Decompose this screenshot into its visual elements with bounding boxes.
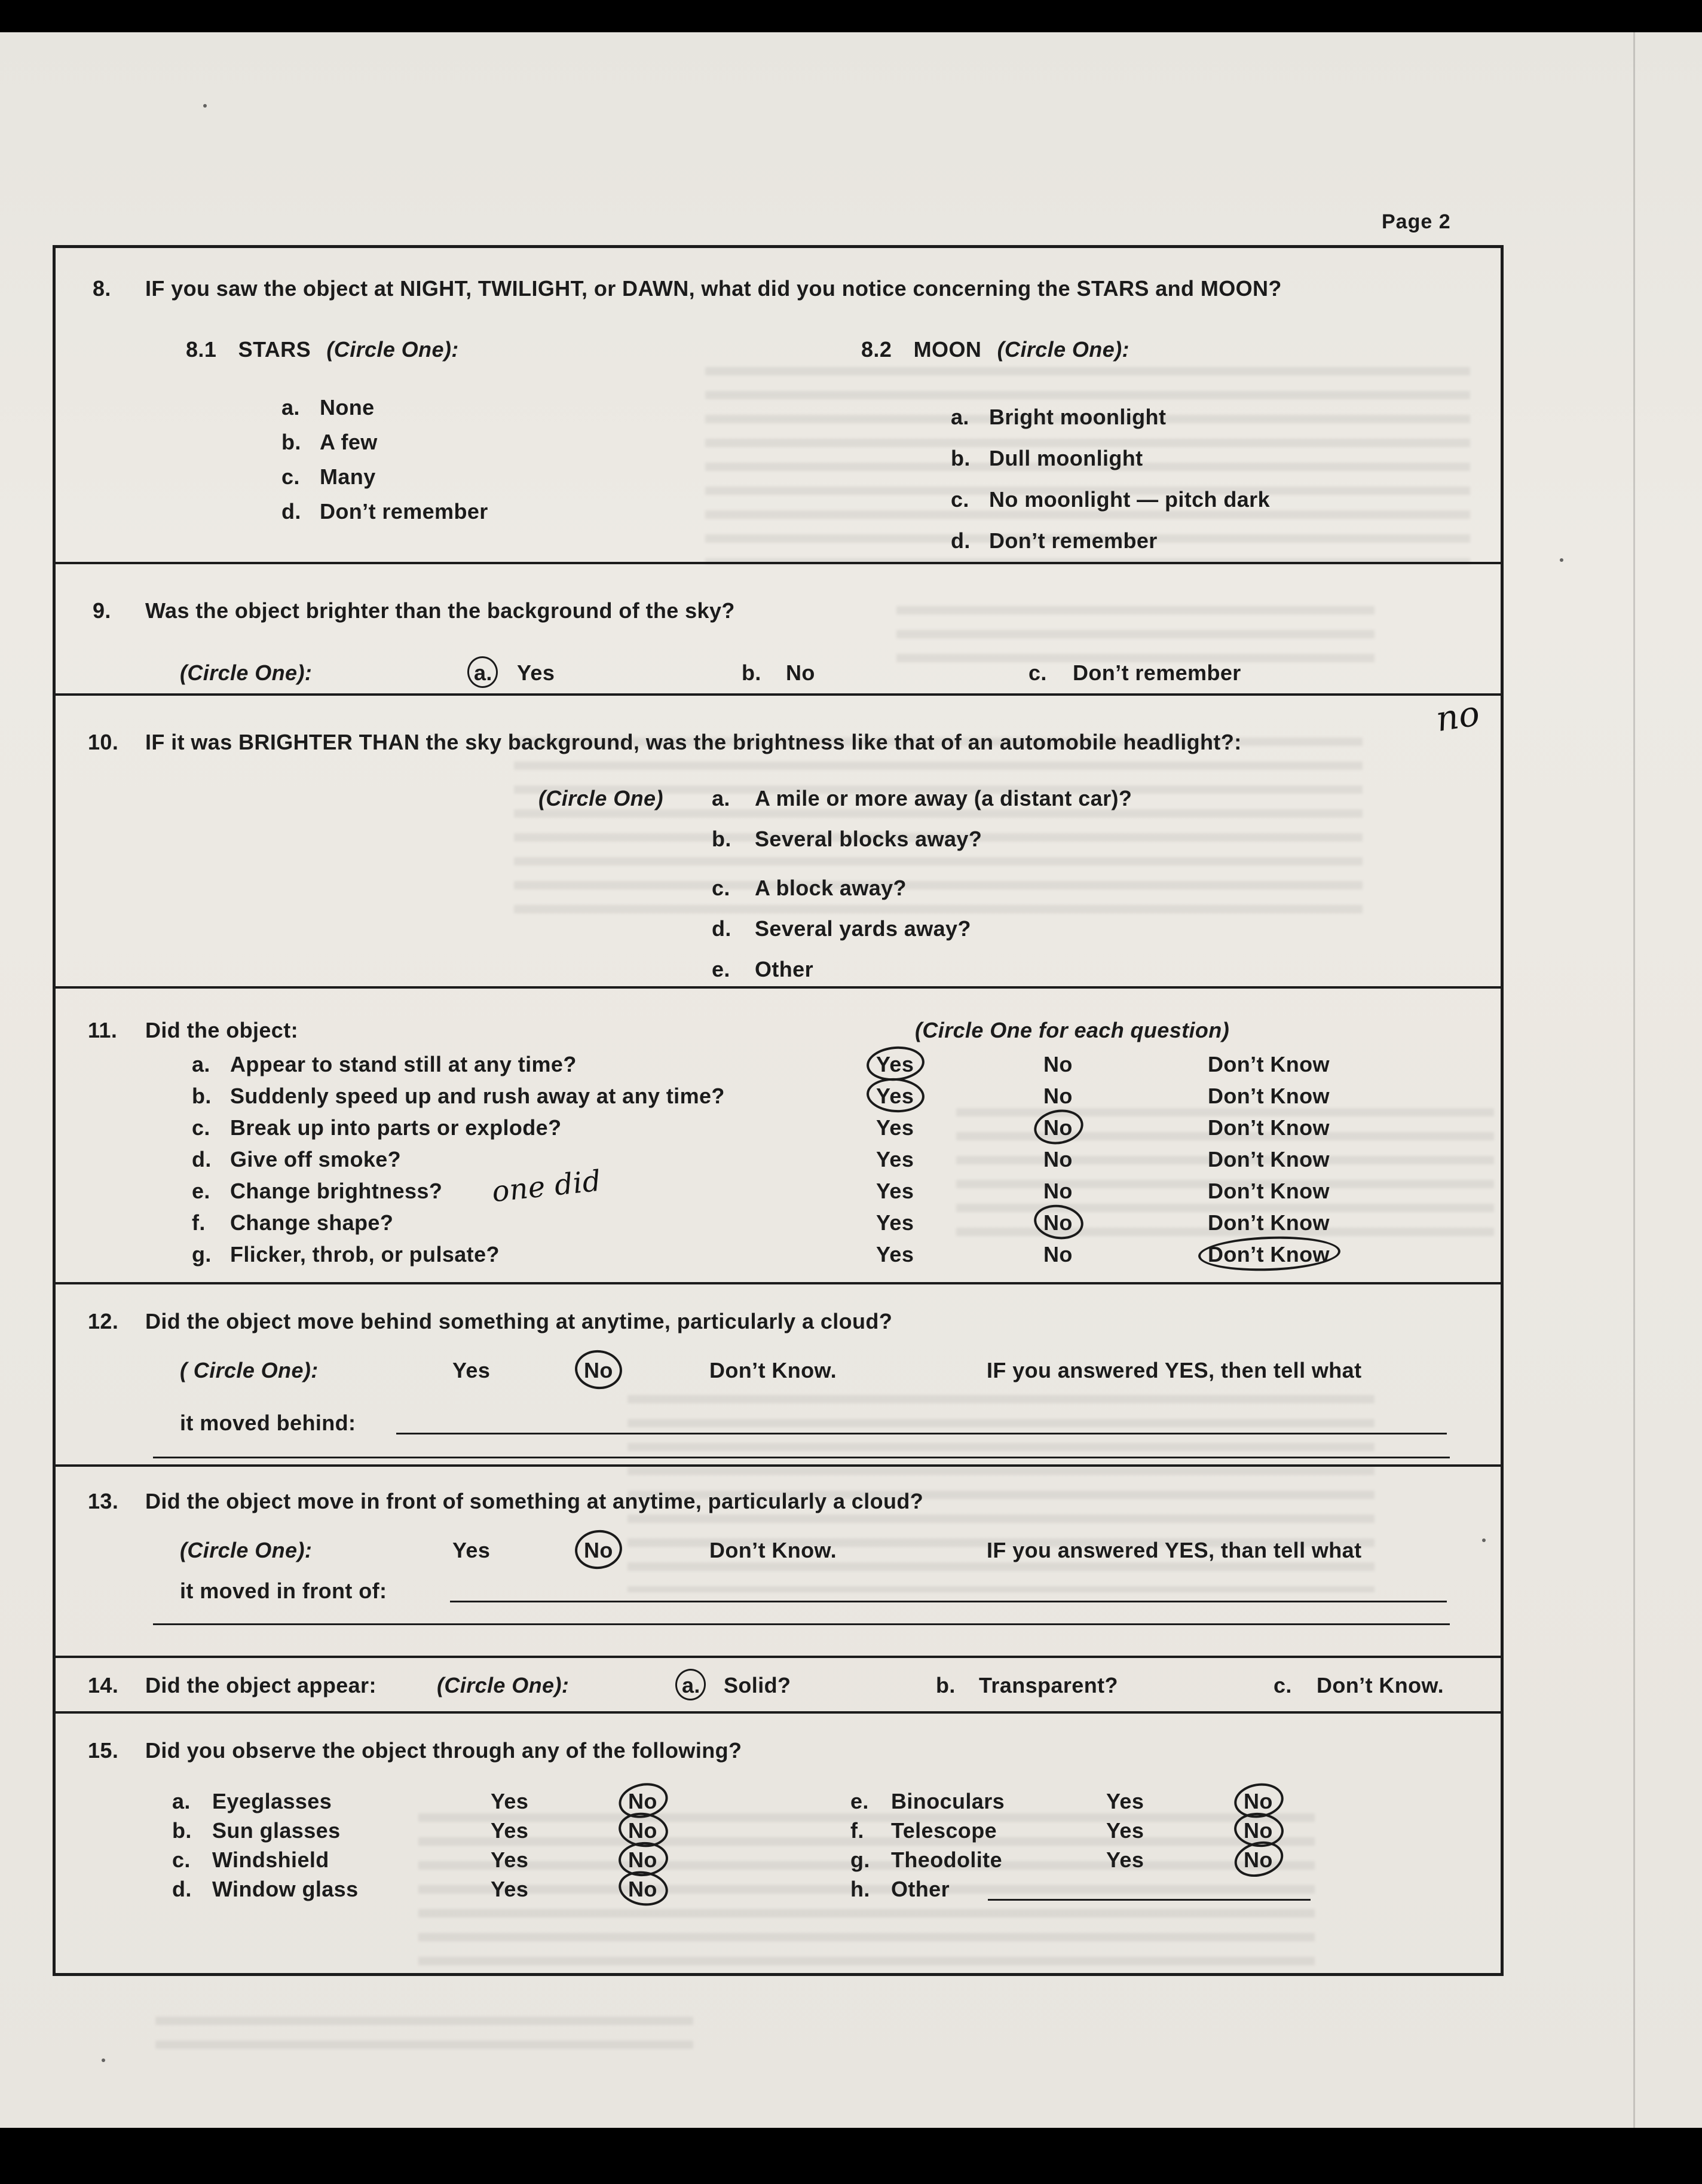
no-cell: No: [1043, 1242, 1073, 1267]
option-moon-d: [951, 520, 1270, 561]
scanned-paper: [0, 32, 1702, 2128]
option-letter: c.: [281, 464, 300, 489]
q15-row-f: [56, 1818, 1501, 1847]
row-text: Give off smoke?: [230, 1147, 402, 1171]
row-letter: f.: [850, 1818, 864, 1843]
row-text: Windshield: [212, 1847, 329, 1872]
no-cell: No: [1043, 1210, 1073, 1235]
yes-cell: Yes: [876, 1052, 914, 1076]
q8-moon-number: 8.2: [861, 337, 892, 362]
q9-option-a-text: Yes: [517, 660, 555, 685]
dont-know-cell: Don’t Know: [1208, 1084, 1330, 1108]
q11-row-g: [56, 1241, 1501, 1273]
q8-moon-heading: [861, 337, 1129, 362]
q8-moon-instruction: (Circle One):: [997, 337, 1129, 362]
option-letter: d.: [281, 499, 301, 524]
q13-lead: it moved in front of:: [180, 1579, 387, 1603]
row-text: Change brightness?: [230, 1179, 443, 1203]
yes-cell: Yes: [491, 1847, 529, 1872]
question-12-section: [56, 1282, 1501, 1464]
q9-text: Was the object brighter than the background of the sky?: [145, 598, 735, 623]
row-text: Theodolite: [891, 1847, 1002, 1872]
q15-row-h: [56, 1876, 1501, 1905]
q10-text: IF it was BRIGHTER THAN the sky background, was the brightness like that of an automobile headlight?:: [145, 730, 1242, 754]
q10-option-c-letter: c.: [712, 876, 730, 900]
q10-instruction: (Circle One): [538, 786, 663, 810]
question-14-section: [56, 1656, 1501, 1711]
q10-option-e-letter: e.: [712, 957, 730, 981]
q11-row-c: [56, 1115, 1501, 1146]
dont-know-cell: Don’t Know: [1208, 1052, 1330, 1076]
no-cell: No: [1043, 1115, 1073, 1140]
row-letter: d.: [192, 1147, 212, 1171]
q11-row-b: [56, 1083, 1501, 1115]
q11-row-d: [56, 1146, 1501, 1178]
q10-option-d-letter: d.: [712, 916, 731, 941]
row-text: Eyeglasses: [212, 1789, 332, 1813]
no-cell: No: [1043, 1179, 1073, 1203]
q9-option-b-letter: b.: [742, 660, 761, 685]
q12-if-yes-text: IF you answered YES, then tell what: [987, 1358, 1362, 1382]
q14-option-c-text: Don’t Know.: [1317, 1673, 1444, 1697]
yes-cell: Yes: [876, 1242, 914, 1267]
q15-text: Did you observe the object through any of the following?: [145, 1738, 742, 1763]
q15-row-g: [56, 1847, 1501, 1876]
question-9-section: [56, 562, 1501, 693]
q13-if-yes-text: IF you answered YES, than tell what: [987, 1538, 1362, 1562]
dont-know-cell: Don’t Know: [1208, 1179, 1330, 1203]
q14-option-c-letter: c.: [1274, 1673, 1292, 1697]
q10-option-d-text: Several yards away?: [755, 916, 971, 941]
row-letter: e.: [192, 1179, 210, 1203]
q14-instruction: (Circle One):: [437, 1673, 570, 1697]
option-moon-b: [951, 438, 1270, 479]
row-text: Flicker, throb, or pulsate?: [230, 1242, 500, 1267]
page-number: Page 2: [1382, 210, 1451, 233]
q13-text: Did the object move in front of something at anytime, particularly a cloud?: [145, 1489, 924, 1513]
yes-cell: Yes: [876, 1210, 914, 1235]
q12-lead: it moved behind:: [180, 1411, 356, 1435]
row-letter: d.: [172, 1877, 192, 1901]
row-letter: a.: [192, 1052, 210, 1076]
q11-row-f: [56, 1210, 1501, 1241]
row-text: Sun glasses: [212, 1818, 341, 1843]
q8-stars-number: 8.1: [186, 337, 217, 362]
q8-stars-instruction: (Circle One):: [326, 337, 459, 362]
q9-option-a-letter: a.: [474, 660, 492, 685]
option-text: None: [320, 395, 375, 420]
row-text: Suddenly speed up and rush away at any time?: [230, 1084, 725, 1108]
yes-cell: Yes: [876, 1147, 914, 1171]
option-letter: b.: [281, 430, 301, 454]
no-cell: No: [628, 1818, 657, 1843]
option-text: A few: [320, 430, 378, 454]
dont-know-cell: Don’t Know: [1208, 1242, 1330, 1267]
row-letter: c.: [172, 1847, 191, 1872]
no-cell: No: [1244, 1789, 1273, 1813]
row-letter: a.: [172, 1789, 191, 1813]
answer-blank-line: [153, 1457, 1450, 1458]
option-text: Don’t remember: [320, 499, 488, 524]
no-cell: No: [628, 1847, 657, 1872]
yes-cell: Yes: [1106, 1818, 1144, 1843]
option-text: Dull moonlight: [989, 446, 1143, 470]
q10-option-b-text: Several blocks away?: [755, 827, 982, 851]
q8-moon-label: MOON: [913, 337, 982, 362]
row-letter: g.: [850, 1847, 870, 1872]
row-text: Other: [891, 1877, 950, 1901]
q13-instruction: (Circle One):: [180, 1538, 313, 1562]
bleedthrough-smudge: [155, 2017, 693, 2058]
option-letter: a.: [281, 395, 300, 420]
dont-know-cell: Don’t Know: [1208, 1210, 1330, 1235]
q9-number: 9.: [93, 598, 111, 623]
q13-yes: Yes: [452, 1538, 491, 1562]
q8-text: IF you saw the object at NIGHT, TWILIGHT, or DAWN, what did you notice concerning the STARS and MOON?: [145, 276, 1282, 301]
q14-option-b-text: Transparent?: [979, 1673, 1118, 1697]
yes-cell: Yes: [491, 1818, 529, 1843]
option-stars-b: [281, 425, 488, 460]
q9-instruction: (Circle One):: [180, 660, 313, 685]
scan-speck: [102, 2058, 105, 2062]
option-moon-a: [951, 396, 1270, 438]
answer-blank-line: [153, 1623, 1450, 1625]
no-cell: No: [1244, 1818, 1273, 1843]
row-letter: h.: [850, 1877, 870, 1901]
q12-number: 12.: [88, 1309, 119, 1333]
no-cell: No: [628, 1789, 657, 1813]
q9-option-b-text: No: [786, 660, 815, 685]
option-text: Bright moonlight: [989, 405, 1167, 429]
no-cell: No: [1043, 1052, 1073, 1076]
yes-cell: Yes: [1106, 1789, 1144, 1813]
option-letter: a.: [951, 405, 969, 429]
q8-stars-label: STARS: [238, 337, 311, 362]
q10-option-c-text: A block away?: [755, 876, 907, 900]
q9-option-c-letter: c.: [1028, 660, 1047, 685]
question-13-section: [56, 1464, 1501, 1656]
option-stars-d: [281, 494, 488, 529]
questionnaire-form: [53, 245, 1504, 1976]
row-text: Change shape?: [230, 1210, 394, 1235]
option-letter: b.: [951, 446, 971, 470]
q11-text: Did the object:: [145, 1018, 298, 1042]
row-letter: c.: [192, 1115, 210, 1140]
q14-option-a-letter: a.: [682, 1673, 700, 1697]
option-moon-c: [951, 479, 1270, 520]
q13-dont-know: Don’t Know.: [709, 1538, 837, 1562]
option-text: No moonlight — pitch dark: [989, 487, 1270, 512]
question-11-section: [56, 986, 1501, 1282]
q12-no: No: [584, 1358, 613, 1382]
q11-row-a: [56, 1051, 1501, 1083]
q11-row-e: [56, 1164, 1501, 1210]
q9-option-c-text: Don’t remember: [1073, 660, 1241, 685]
row-text: Appear to stand still at any time?: [230, 1052, 577, 1076]
q12-dont-know: Don’t Know.: [709, 1358, 837, 1382]
row-text: Break up into parts or explode?: [230, 1115, 562, 1140]
q10-option-b-letter: b.: [712, 827, 731, 851]
scan-speck: [203, 104, 207, 108]
option-text: Many: [320, 464, 376, 489]
scan-speck: [1560, 558, 1563, 562]
row-letter: g.: [192, 1242, 212, 1267]
q13-no: No: [584, 1538, 613, 1562]
option-letter: d.: [951, 528, 971, 553]
no-cell: No: [1244, 1847, 1273, 1872]
yes-cell: Yes: [876, 1115, 914, 1140]
q14-text: Did the object appear:: [145, 1673, 376, 1697]
row-text: Window glass: [212, 1877, 359, 1901]
q10-option-a-text: A mile or more away (a distant car)?: [755, 786, 1132, 810]
row-letter: b.: [172, 1818, 192, 1843]
q10-number: 10.: [88, 730, 119, 754]
row-letter: e.: [850, 1789, 869, 1813]
dont-know-cell: Don’t Know: [1208, 1115, 1330, 1140]
yes-cell: Yes: [876, 1084, 914, 1108]
yes-cell: Yes: [1106, 1847, 1144, 1872]
q8-stars-options: [281, 390, 488, 529]
option-text: Don’t remember: [989, 528, 1158, 553]
q14-option-b-letter: b.: [936, 1673, 956, 1697]
q11-number: 11.: [88, 1018, 118, 1042]
q12-instruction: ( Circle One):: [180, 1358, 319, 1382]
yes-cell: Yes: [491, 1877, 529, 1901]
no-cell: No: [1043, 1147, 1073, 1171]
q15-row-e: [56, 1788, 1501, 1818]
answer-blank-line: [396, 1433, 1447, 1434]
row-letter: f.: [192, 1210, 206, 1235]
row-text: Binoculars: [891, 1789, 1005, 1813]
question-10-section: [56, 693, 1501, 986]
no-cell: No: [628, 1877, 657, 1901]
q12-text: Did the object move behind something at anytime, particularly a cloud?: [145, 1309, 893, 1333]
q14-option-a-text: Solid?: [724, 1673, 791, 1697]
q11-instruction: (Circle One for each question): [915, 1018, 1230, 1042]
option-letter: c.: [951, 487, 969, 512]
q8-number: 8.: [93, 276, 111, 301]
yes-cell: Yes: [491, 1789, 529, 1813]
dont-know-cell: Don’t Know: [1208, 1147, 1330, 1171]
option-stars-c: [281, 460, 488, 494]
q10-option-a-letter: a.: [712, 786, 730, 810]
question-15-section: [56, 1711, 1501, 1974]
q14-number: 14.: [88, 1673, 119, 1697]
row-letter: b.: [192, 1084, 212, 1108]
no-cell: No: [1043, 1084, 1073, 1108]
answer-blank-line: [450, 1601, 1447, 1602]
yes-cell: Yes: [876, 1179, 914, 1203]
q8-moon-options: [951, 396, 1270, 561]
question-8-section: [56, 248, 1501, 562]
q10-option-e-text: Other: [755, 957, 814, 981]
answer-blank-line: [988, 1899, 1311, 1901]
q12-yes: Yes: [452, 1358, 491, 1382]
row-text: Telescope: [891, 1818, 997, 1843]
option-stars-a: [281, 390, 488, 425]
q10-handwritten-answer: no: [1433, 692, 1483, 740]
q13-number: 13.: [88, 1489, 119, 1513]
q11-handwritten-note: one did: [490, 1164, 603, 1209]
q8-stars-heading: [186, 337, 459, 362]
q15-number: 15.: [88, 1738, 119, 1763]
